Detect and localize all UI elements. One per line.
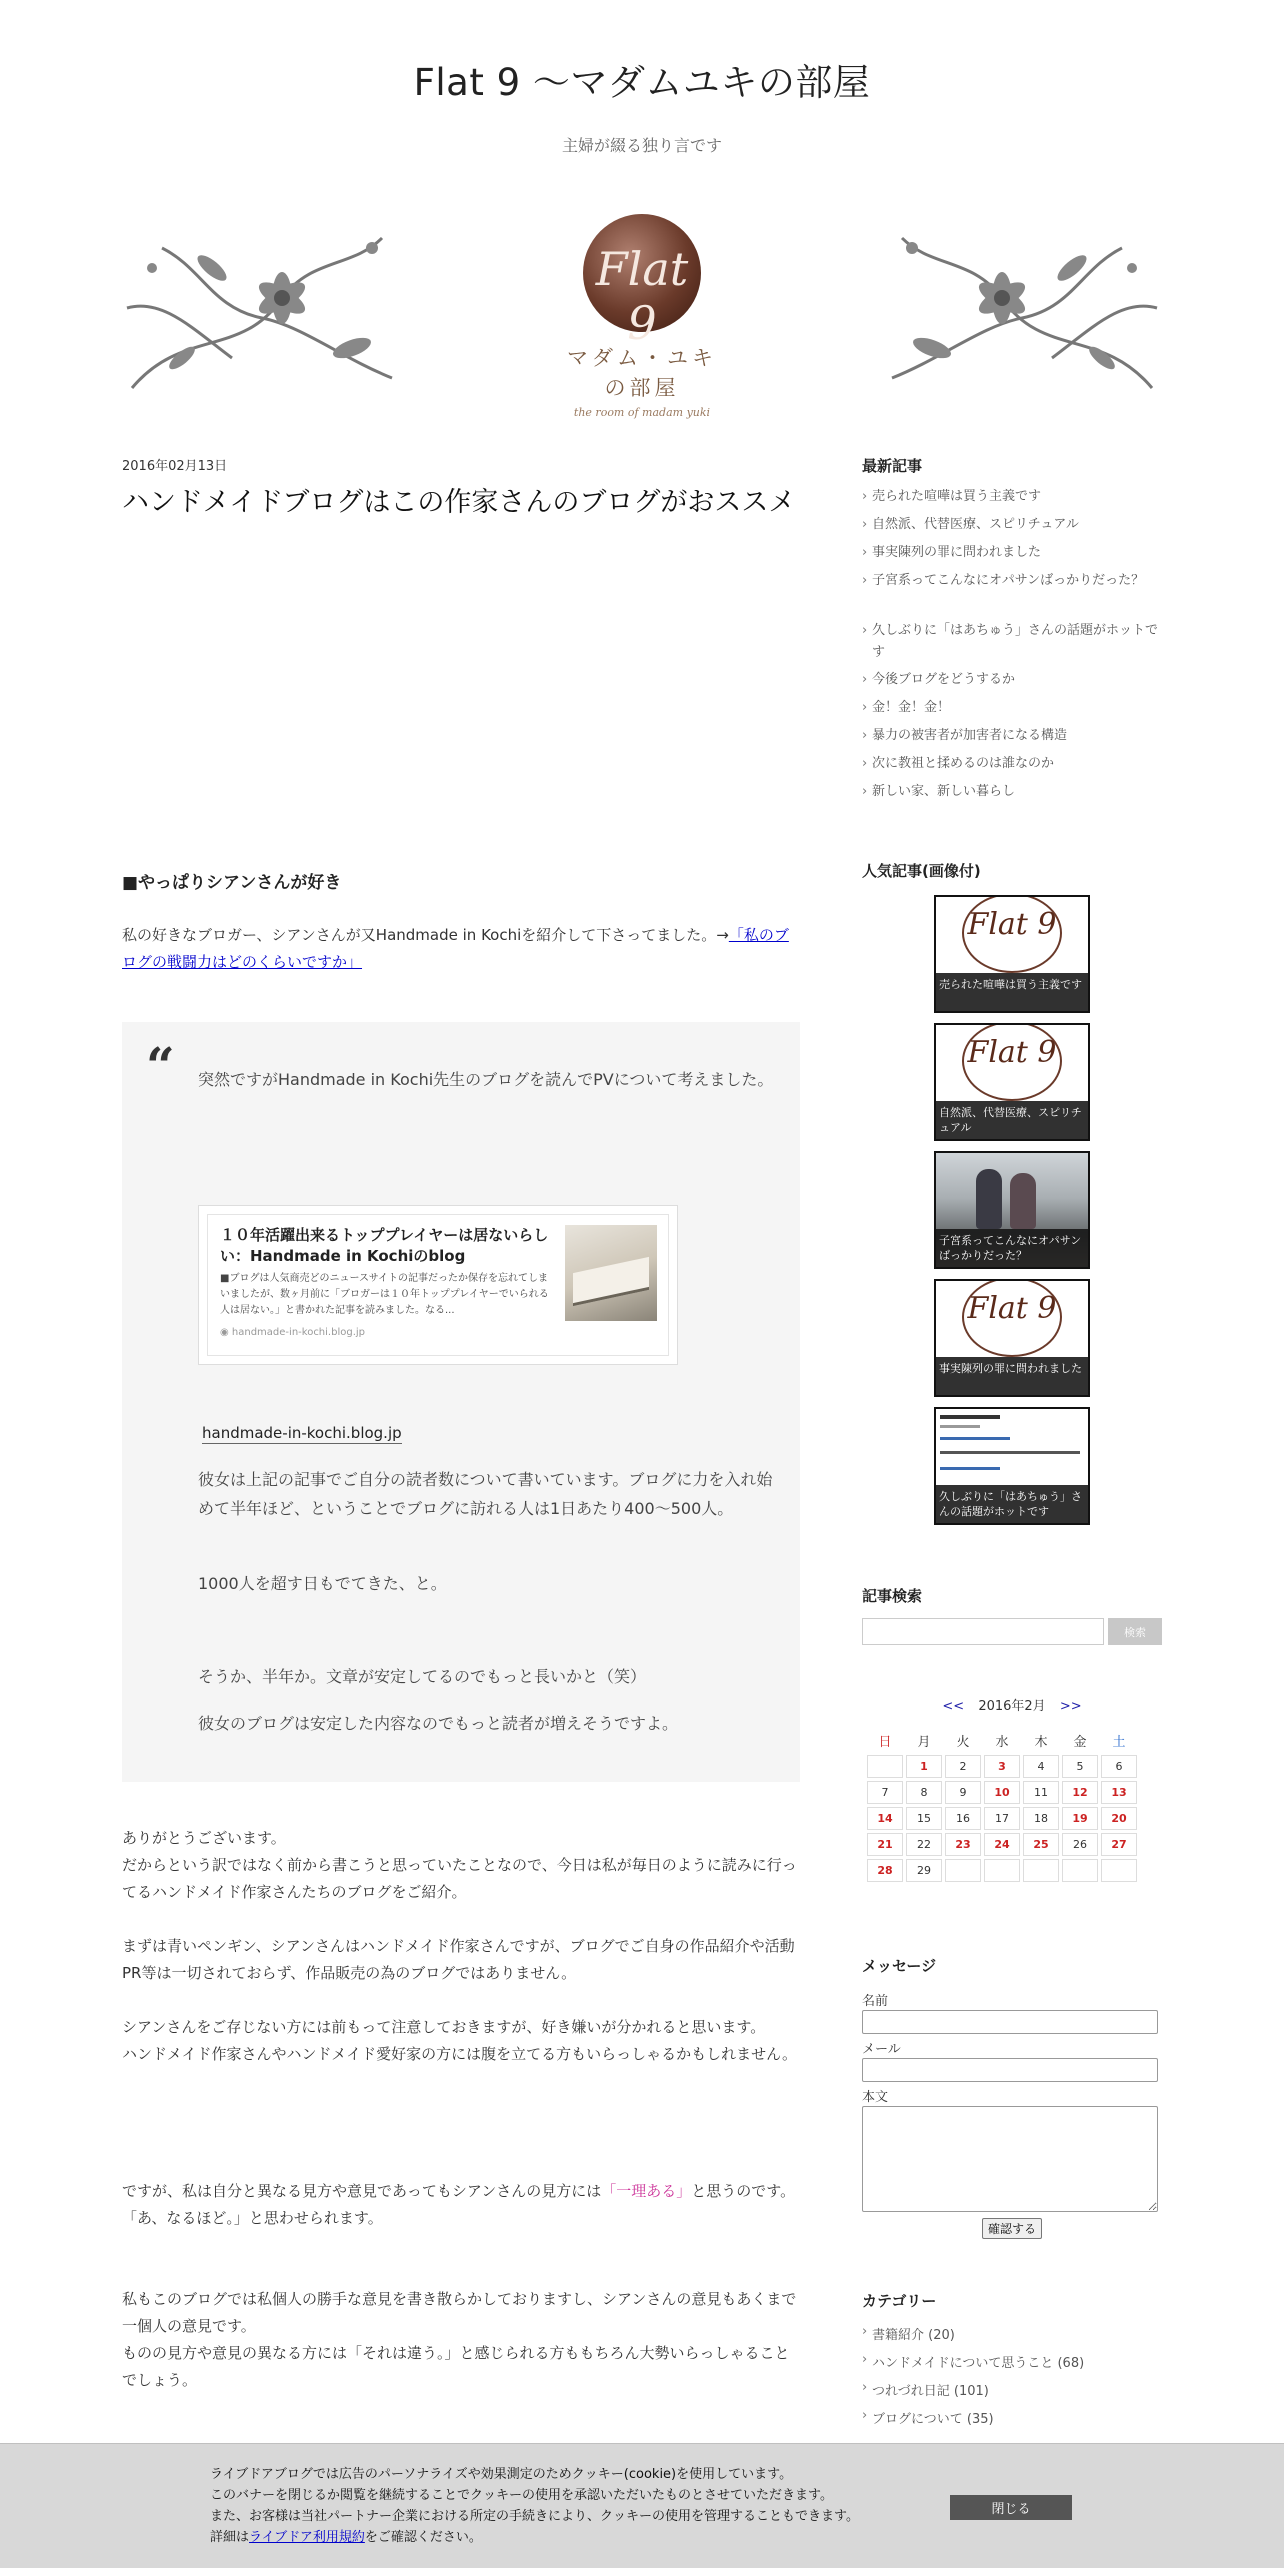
- blog-card-site-text: handmade-in-kochi.blog.jp: [231, 1327, 366, 1338]
- calendar-day: 18: [1023, 1807, 1059, 1830]
- weekday-wed: 水: [995, 1734, 1009, 1750]
- intro-link[interactable]: 「私のブログの戦闘力はどのくらいですか」: [122, 926, 789, 971]
- calendar-day: 29: [906, 1859, 942, 1882]
- popular-post-item[interactable]: [934, 1023, 1090, 1141]
- screenshot-line: [940, 1467, 1000, 1470]
- calendar-day: 8: [906, 1781, 942, 1804]
- calendar-day[interactable]: 14: [867, 1807, 903, 1830]
- quote-text-5: 彼女のブログは安定した内容なのでもっと読者が増えそうですよ。: [198, 1714, 679, 1733]
- calendar-weekday-row: [867, 1728, 1137, 1752]
- calendar-day[interactable]: 3: [984, 1755, 1020, 1778]
- weekday-mon: 月: [917, 1734, 931, 1750]
- category-item[interactable]: › 書籍紹介 (20): [862, 2324, 1162, 2343]
- popular-post-item[interactable]: [934, 1151, 1090, 1269]
- terms-link[interactable]: ライブドア利用規約: [249, 2530, 365, 2545]
- calendar-day[interactable]: 23: [945, 1833, 981, 1856]
- calendar-next-link[interactable]: >>: [1059, 1699, 1082, 1714]
- name-field[interactable]: [862, 2010, 1158, 2034]
- search-button[interactable]: 検索: [1108, 1618, 1162, 1645]
- calendar-body: [867, 1755, 1137, 1882]
- screenshot-line: [940, 1415, 1000, 1419]
- popular-post-item[interactable]: [934, 1279, 1090, 1397]
- calendar-empty-cell: [1023, 1859, 1059, 1882]
- highlight-text: 「一理ある」: [601, 2182, 692, 2200]
- calendar-day: 2: [945, 1755, 981, 1778]
- recent-post-item[interactable]: › 子宮系ってこんなにオパサンばっかりだった？: [862, 570, 1162, 592]
- calendar-day: 9: [945, 1781, 981, 1804]
- recent-post-item[interactable]: › 暴力の被害者が加害者になる構造: [862, 725, 1162, 747]
- weekday-thu: 木: [1034, 1734, 1048, 1750]
- blog-description: 主婦が綴る独り言です: [561, 136, 722, 155]
- category-item[interactable]: › ハンドメイドについて思うこと (68): [862, 2352, 1162, 2371]
- popular-post-caption[interactable]: 子宮系ってこんなにオパサンばっかりだった？: [936, 1229, 1088, 1267]
- mail-field[interactable]: [862, 2058, 1158, 2082]
- person-silhouette: [1010, 1173, 1036, 1229]
- banner-jp-title: マダム・ユキの部屋: [567, 346, 717, 400]
- popular-post-caption[interactable]: 売られた喧嘩は買う主義です: [936, 973, 1088, 1011]
- calendar-day: 11: [1023, 1781, 1059, 1804]
- calendar-day: 17: [984, 1807, 1020, 1830]
- weekday-tue: 火: [956, 1734, 970, 1750]
- cookie-line-4-a: 詳細は: [210, 2530, 250, 2545]
- weekday-sun: 日: [878, 1734, 892, 1750]
- cookie-line-1: ライブドアブログでは広告のパーソナライズや効果測定のためクッキー(cookie)を使用しています。: [210, 2467, 793, 2482]
- paragraph-4: [122, 2178, 800, 2232]
- calendar-day[interactable]: 12: [1062, 1781, 1098, 1804]
- cookie-text: [210, 2464, 930, 2548]
- paragraph-4-b: と思うのです。「あ、なるほど。」と思わせられます。: [122, 2182, 796, 2227]
- recent-post-item[interactable]: › 今後ブログをどうするか: [862, 669, 1162, 691]
- calendar-prev-link[interactable]: <<: [942, 1699, 965, 1714]
- main-article: [122, 455, 800, 2389]
- search-input[interactable]: [862, 1618, 1104, 1645]
- calendar-week-row: [867, 1781, 1137, 1804]
- cookie-banner: [0, 2443, 1284, 2568]
- recent-post-item[interactable]: › 新しい家、新しい暮らし: [862, 781, 1162, 803]
- blog-card-thumbnail: [565, 1225, 657, 1321]
- category-item[interactable]: › つれづれ日記 (101): [862, 2380, 1162, 2399]
- calendar-week-row: [867, 1755, 1137, 1778]
- paragraph-3: シアンさんをご存じない方には前もって注意しておきますが、好き嫌いが分かれると思います。 ハンドメイド作家さんやハンドメイド愛好家の方には腹を立てる方もいらっしゃるかもしれません。: [122, 2018, 798, 2063]
- blog-card-site: [220, 1327, 365, 1338]
- blog-card[interactable]: [198, 1205, 678, 1365]
- calendar-day[interactable]: 19: [1062, 1807, 1098, 1830]
- blog-card-description: ■ブログは人気商売どのニュースサイトの記事だったか保存を忘れてしまいましたが、数ヶ月前に「ブロガーは１０年トッププレイヤーでいられる人は居ない。」と書かれた記事を読みました。なる...: [220, 1273, 549, 1316]
- flat9-logo-text: Flat 9: [967, 1291, 1057, 1326]
- popular-post-item[interactable]: [934, 1407, 1090, 1525]
- quote-mark-icon: “: [146, 1036, 175, 1095]
- cookie-line-2: このバナーを閉じるか閲覧を継続することでクッキーの使用を承認いただいたものとさせていただきます。: [210, 2488, 833, 2503]
- calendar-day: 7: [867, 1781, 903, 1804]
- calendar-nav: [862, 1695, 1162, 1714]
- screenshot-line: [940, 1425, 980, 1428]
- weekday-fri: 金: [1073, 1734, 1087, 1750]
- recent-posts-title: 最新記事: [862, 457, 923, 475]
- calendar-empty-cell: [945, 1859, 981, 1882]
- popular-posts-title: 人気記事(画像付): [862, 862, 981, 880]
- cookie-close-button[interactable]: 閉じる: [950, 2495, 1072, 2520]
- calendar-day[interactable]: 27: [1101, 1833, 1137, 1856]
- calendar-day: 15: [906, 1807, 942, 1830]
- blog-card-title[interactable]: １０年活躍出来るトッププレイヤーは居ないらしい：Handmade in Kochiのblog: [220, 1226, 549, 1265]
- calendar-day: 26: [1062, 1833, 1098, 1856]
- banner-logo: [560, 214, 724, 419]
- message-body-field[interactable]: [862, 2106, 1158, 2212]
- calendar-week-row: [867, 1859, 1137, 1882]
- cookie-line-3: また、お客様は当社パートナー企業における所定の手続きにより、クッキーの使用を管理することもできます。: [210, 2509, 859, 2524]
- category-item[interactable]: › ブログについて (35): [862, 2408, 1162, 2427]
- calendar-day[interactable]: 10: [984, 1781, 1020, 1804]
- body-label: 本文: [862, 2090, 889, 2105]
- calendar-empty-cell: [984, 1859, 1020, 1882]
- calendar-table: [864, 1725, 1140, 1885]
- calendar-empty-cell: [867, 1755, 903, 1778]
- recent-post-item[interactable]: › 事実陳列の罪に問われました: [862, 542, 1162, 564]
- calendar-day[interactable]: 21: [867, 1833, 903, 1856]
- paragraph-2: まずは青いペンギン、シアンさんはハンドメイド作家さんですが、ブログでご自身の作品紹介や活動PR等は一切されておらず、作品販売の為のブログではありません。: [122, 1937, 795, 1982]
- floral-ornament-right: [882, 208, 1162, 398]
- calendar-day: 6: [1101, 1755, 1137, 1778]
- calendar-empty-cell: [1101, 1859, 1137, 1882]
- calendar-day[interactable]: 20: [1101, 1807, 1137, 1830]
- calendar-week-row: [867, 1807, 1137, 1830]
- section-heading: ■やっぱりシアンさんが好き: [122, 873, 342, 893]
- calendar-empty-cell: [1062, 1859, 1098, 1882]
- header-banner[interactable]: [122, 208, 1162, 419]
- mail-label: メール: [862, 2042, 901, 2057]
- popular-post-caption[interactable]: 久しぶりに「はあちゅう」さんの話題がホットです: [936, 1485, 1088, 1523]
- calendar-week-row: [867, 1833, 1137, 1856]
- flat9-logo-text: Flat 9: [967, 907, 1057, 942]
- recent-post-item[interactable]: › 次に教祖と揉めるのは誰なのか: [862, 753, 1162, 775]
- calendar-day[interactable]: 13: [1101, 1781, 1137, 1804]
- screenshot-line: [940, 1451, 1080, 1454]
- person-silhouette: [976, 1169, 1002, 1229]
- flat9-logo-thumb: [962, 1023, 1062, 1101]
- paragraph-5: 私もこのブログでは私個人の勝手な意見を書き散らかしておりますし、シアンさんの意見もあくまで一個人の意見です。 ものの見方や意見の異なる方には「それは違う。」と感じられる方ももちろん大勢いらっしゃることでしょう。: [122, 2290, 797, 2389]
- calendar-day: 22: [906, 1833, 942, 1856]
- quote-text-2: 彼女は上記の記事でご自分の読者数について書いています。ブログに力を入れ始めて半年ほど、ということでブログに訪れる人は1日あたり400～500人。: [198, 1470, 773, 1518]
- post-date: 2016年02月13日: [122, 459, 228, 474]
- blog-card-inner[interactable]: [207, 1214, 669, 1356]
- quote-text-3: 1000人を超す日もでてきた、と。: [198, 1574, 447, 1593]
- flat9-logo-text: Flat 9: [967, 1035, 1057, 1070]
- intro-paragraph: [122, 922, 800, 976]
- recent-post-item[interactable]: › 売られた喧嘩は買う主義です: [862, 486, 1162, 508]
- favicon-icon: ◉: [220, 1327, 232, 1338]
- weekday-sat: 土: [1112, 1734, 1126, 1750]
- floral-ornament-left: [122, 208, 402, 398]
- popular-post-caption[interactable]: 事実陳列の罪に問われました: [936, 1357, 1088, 1395]
- blog-title[interactable]: Flat 9 〜マダムユキの部屋: [413, 61, 871, 104]
- category-title: カテゴリー: [862, 2292, 937, 2310]
- popular-post-caption[interactable]: 自然派、代替医療、スピリチュアル: [936, 1101, 1088, 1139]
- paragraph-1: ありがとうございます。 だからという訳ではなく前から書こうと思っていたことなので、今日は私が毎日のように読みに行ってるハンドメイド作家さんたちのブログをご紹介。: [122, 1829, 797, 1901]
- confirm-button[interactable]: 確認する: [982, 2218, 1042, 2239]
- quote-text-1: 突然ですがHandmade in Kochi先生のブログを読んでPVについて考えました。: [198, 1070, 774, 1089]
- calendar-day[interactable]: 28: [867, 1859, 903, 1882]
- message-title: メッセージ: [862, 1957, 937, 1975]
- recent-post-item[interactable]: › 自然派、代替医療、スピリチュアル: [862, 514, 1162, 536]
- name-label: 名前: [862, 1994, 889, 2009]
- flat9-logo-circle: [583, 214, 701, 350]
- screenshot-line: [940, 1437, 1010, 1440]
- calendar-day[interactable]: 25: [1023, 1833, 1059, 1856]
- calendar-day[interactable]: 1: [906, 1755, 942, 1778]
- flat9-logo-thumb: [962, 895, 1062, 973]
- popular-post-item[interactable]: [934, 895, 1090, 1013]
- calendar-day[interactable]: 24: [984, 1833, 1020, 1856]
- recent-post-item[interactable]: › 金！金！金！: [862, 697, 1162, 719]
- banner-en-subtitle: the room of madam yuki: [573, 406, 711, 419]
- cookie-line-4-b: をご確認ください。: [364, 2530, 482, 2545]
- calendar-day: 5: [1062, 1755, 1098, 1778]
- post-title[interactable]: ハンドメイドブログはこの作家さんのブログがおススメ: [122, 487, 796, 518]
- blog-card-link[interactable]: handmade-in-kochi.blog.jp: [202, 1424, 402, 1442]
- cookie-line-4: [210, 2527, 930, 2548]
- blockquote: [122, 1022, 800, 1782]
- search-title: 記事検索: [862, 1587, 923, 1605]
- banner-logo-text: Flat 9: [595, 242, 689, 350]
- calendar-day: 4: [1023, 1755, 1059, 1778]
- quote-text-4: そうか、半年か。文章が安定してるのでもっと長いかと（笑）: [198, 1667, 647, 1686]
- intro-text: 私の好きなブロガー、シアンさんが又Handmade in Kochiを紹介して下さってました。→: [122, 926, 729, 944]
- paragraph-4-a: ですが、私は自分と異なる見方や意見であってもシアンさんの見方には: [122, 2182, 602, 2200]
- calendar-month: 2016年2月: [978, 1699, 1046, 1714]
- flat9-logo-thumb: [962, 1279, 1062, 1357]
- recent-post-item[interactable]: › 久しぶりに「はあちゅう」さんの話題がホットです: [862, 620, 1162, 664]
- calendar-day: 16: [945, 1807, 981, 1830]
